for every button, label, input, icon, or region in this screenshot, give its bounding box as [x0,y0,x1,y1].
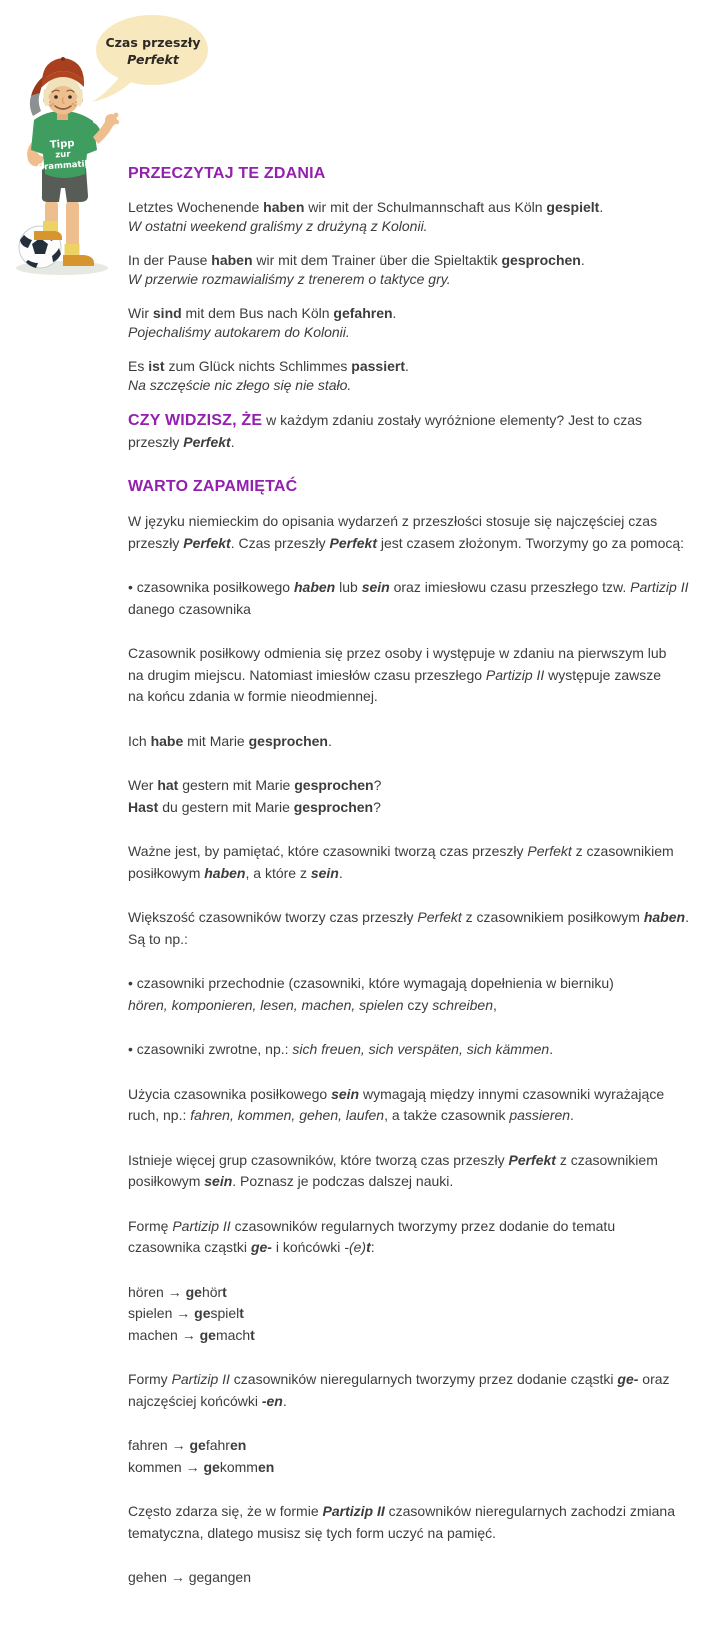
text-line [128,251,706,270]
text-run: Perfekt [508,1151,556,1168]
bubble-subtitle: Perfekt [127,52,179,67]
paragraph [128,198,706,236]
text-run: gehen → gegangen [128,1569,251,1585]
text-run: mach [215,1326,251,1343]
text-run: wir mit dem Trainer über die Spieltaktik [252,252,502,268]
text-run: en [257,1458,275,1475]
text-line [128,1457,706,1479]
text-run: kommen → [128,1458,204,1475]
text-run: gespielt [546,199,600,215]
text-run: gesprochen [294,777,374,793]
text-run: t [239,1305,244,1321]
text-run: du gestern mit Marie [158,798,294,815]
text-run: Partizip II [172,1217,231,1234]
text-run: w każdym zdaniu zostały wyróżnione elementy? Jest to czas [262,412,642,428]
bubble-title: Czas przeszły [105,35,201,50]
text-line [128,304,706,323]
right-shoe [63,255,94,266]
paragraph [128,1084,706,1127]
text-run: • czasowniki przechodnie (czasowniki, które wymagają dopełnienia w bierniku) [128,975,614,991]
left-shoe [34,231,62,240]
text-run: In der Pause [128,252,212,268]
section-heading [128,476,706,498]
paragraph [128,304,706,342]
text-run: . [282,1392,287,1409]
text-run: zum Glück nichts Schlimmes [164,358,352,374]
text-run: Letztes Wochenende [128,199,264,215]
text-run: Na szczęście nic złego się nie stało. [128,377,352,393]
text-run: passiert [351,358,405,374]
text-run: habe [150,732,184,749]
text-run: ge [194,1305,211,1321]
text-run: mit dem Bus nach Köln [181,305,334,321]
text-run: haben [204,864,246,881]
text-line [128,1171,706,1193]
text-run: z czasownikiem posiłkowym [461,909,644,925]
text-line [128,1391,706,1413]
text-run: przeszły [128,433,184,450]
text-run: Formę [128,1217,173,1234]
text-run: haben [643,909,686,925]
text-line [128,599,706,621]
text-run: czasownika cząstki [128,1239,251,1255]
text-run: Partizip II [630,579,689,595]
paragraph [128,731,706,753]
text-run: Perfekt [417,909,462,925]
text-run: ? [373,777,382,793]
text-run: . [599,199,604,215]
text-run: sich freuen, sich verspäten, sich kämmen [292,1041,550,1057]
shirt-text-line3: Grammatik [36,159,91,173]
text-run: machen → [128,1326,200,1343]
text-line [128,1369,706,1391]
text-run: sein [204,1173,233,1189]
paragraph [128,1435,706,1478]
paragraph [128,643,706,708]
text-line [128,995,706,1017]
text-run: . [570,1107,574,1123]
text-run: oraz imiesłowu czasu przeszłego tzw. [389,579,631,595]
text-line [128,1084,706,1106]
text-run: Większość czasowników tworzy czas przeszły [128,909,418,925]
paragraph [128,841,706,884]
text-run: czasowników regularnych tworzymy przez dodanie do tematu [230,1217,616,1234]
text-run: hör [201,1283,223,1300]
text-run: Użycia czasownika posiłkowego [128,1085,332,1102]
text-run: i końcówki [271,1239,345,1255]
text-run: haben [211,252,253,268]
text-run: ge [189,1437,206,1453]
mascot-illustration [6,10,210,282]
text-run: sein [310,864,339,881]
shirt-text-line2: zur [54,149,71,161]
text-run: oraz [638,1371,670,1387]
text-run: passieren [509,1107,571,1123]
text-run: , [493,996,497,1013]
text-run: przeszły [128,534,184,551]
text-line [128,731,706,753]
text-run: Czasownik posiłkowy odmienia się przez osoby i występuje w zdaniu na pierwszym lub [128,645,667,661]
text-run: t [366,1239,371,1255]
text-run: lub [335,579,362,595]
text-run: fahren, kommen, gehen, laufen [190,1107,385,1123]
text-line [128,1501,706,1523]
text-run: . [230,433,235,450]
text-line [128,797,706,819]
content-blocks [128,163,706,1589]
text-run: posiłkowym [128,1173,205,1189]
text-run: PRZECZYTAJ TE ZDANIA [128,165,326,182]
text-line [128,323,706,342]
text-run: gefahren [333,305,393,321]
text-run: spielen → [128,1305,195,1321]
text-run: . [405,358,409,374]
text-run: , a także czasownik [384,1107,510,1123]
paragraph [128,577,706,620]
text-run: Perfekt [527,843,572,859]
text-line [128,163,706,185]
left-eye [54,95,58,99]
text-run: • czasowniki zwrotne, np.: [128,1041,293,1057]
text-line [128,907,706,929]
text-run: . [327,732,332,749]
text-run: tematyczna, dlatego musisz się tych form uczyć na pamięć. [128,1524,497,1541]
paragraph [128,357,706,395]
text-line [128,1303,706,1325]
text-run: ge [185,1283,202,1300]
text-line [128,270,706,289]
text-run: : [370,1239,375,1255]
shirt-text-line1: Tipp [49,138,75,151]
text-line [128,1216,706,1238]
text-run: sein [331,1085,360,1102]
text-run: t [250,1326,255,1343]
text-run: Wir [128,305,153,321]
text-run: Wer [128,777,158,793]
text-run: z czasownikiem [555,1151,658,1168]
text-run: . [549,1041,554,1057]
text-line [128,432,706,454]
text-line [128,198,706,217]
text-run: . [580,252,585,268]
text-run: hat [157,777,179,793]
text-line [128,665,706,687]
right-hand-finger [114,113,119,118]
text-run: Perfekt [183,534,231,551]
text-run: wir mit der Schulmannschaft aus Köln [304,199,547,215]
text-line [128,1435,706,1457]
paragraph [128,410,706,453]
text-run: Partizip II [485,666,545,683]
text-run: fahren → [128,1437,190,1453]
text-run: haben [293,579,336,595]
text-run: czasowników nieregularnych zachodzi zmiana [384,1503,676,1519]
text-line [128,577,706,599]
text-run: Formy [128,1371,172,1387]
text-run: ist [148,358,165,374]
paragraph [128,907,706,950]
text-run: posiłkowym [128,864,205,881]
text-line [128,1282,706,1304]
right-hand-finger [115,120,119,124]
text-run: . Czas przeszły [230,534,330,551]
text-run: na końcu zdania w formie nieodmiennej. [128,688,378,704]
text-run: , a które z [245,864,311,881]
text-run: Perfekt [183,433,231,450]
text-run: Partizip II [171,1371,230,1387]
text-run: jest czasem złożonym. Tworzymy go za pomocą: [376,534,685,551]
text-line [128,1567,706,1589]
paragraph [128,973,706,1016]
text-line [128,1039,706,1061]
right-leg [66,200,79,248]
text-run: en [229,1437,247,1453]
text-line [128,511,706,533]
text-run: spiel [210,1305,240,1321]
text-run: . [392,305,397,321]
paragraph [128,1501,706,1544]
text-run: . [338,864,343,881]
text-run: na drugim miejscu. Natomiast imiesłów czasu przeszłego [128,666,486,683]
text-line [128,217,706,236]
mascot-boy [27,57,119,266]
text-run: najczęściej końcówki [128,1392,262,1409]
text-run: gestern mit Marie [178,777,295,793]
paragraph [128,1216,706,1259]
section-heading [128,163,706,185]
text-run: z czasownikiem [571,843,674,859]
text-run: ge [203,1458,220,1475]
text-run: WARTO ZAPAMIĘTAĆ [128,478,298,495]
text-run: Pojechaliśmy autokarem do Kolonii. [128,324,350,340]
text-line [128,376,706,395]
text-run: sein [361,579,390,595]
speech-bubble [92,15,208,102]
paragraph [128,775,706,818]
text-run: fahr [205,1437,230,1453]
cap-button [61,57,65,61]
text-run: komm [219,1458,258,1475]
text-run: CZY WIDZISZ, ŻE [128,412,263,429]
text-run: wymagają między innymi czasowniki wyrażające [359,1085,665,1102]
text-run: Perfekt [329,534,377,551]
text-run: Często zdarza się, że w formie [128,1503,323,1519]
text-run: • czasownika posiłkowego [128,579,294,595]
text-run: Es [128,358,149,374]
text-run: haben [263,199,305,215]
text-run: Hast [128,798,159,815]
text-line [128,863,706,885]
text-run: -(e) [344,1239,367,1255]
text-run: W przerwie rozmawialiśmy z trenerem o taktyce gry. [128,271,451,287]
text-line [128,841,706,863]
paragraph [128,1567,706,1589]
paragraph [128,1039,706,1061]
text-run: W ostatni weekend graliśmy z drużyną z Kolonii. [128,218,428,234]
paragraph [128,511,706,554]
text-run: Ich [128,732,151,749]
paragraph [128,1369,706,1412]
text-run: . Poznasz je podczas dalszej nauki. [232,1173,454,1189]
text-run: czasowników nieregularnych tworzymy przez dodanie cząstki [229,1371,618,1387]
text-run: . [685,909,689,925]
text-run: danego czasownika [128,600,251,617]
text-run: gesprochen [501,252,581,268]
speech-bubble-shape [96,15,208,85]
paragraph [128,1150,706,1193]
text-run: czy [403,996,433,1013]
text-run: gesprochen [248,732,328,749]
text-run: sind [152,305,182,321]
text-line [128,775,706,797]
text-line [128,973,706,995]
text-run: ? [373,798,381,815]
text-run: Są to np.: [128,930,188,947]
text-run: W języku niemieckim do opisania wydarzeń z przeszłości stosuje się najczęściej czas [128,513,658,529]
paragraph [128,1282,706,1347]
text-line [128,533,706,555]
text-line [128,410,706,432]
text-run: t [222,1283,227,1300]
text-line [128,643,706,665]
text-run: Partizip II [322,1503,385,1519]
text-line [128,1150,706,1172]
text-line [128,357,706,376]
text-run: -en [261,1392,283,1409]
text-run: Istnieje więcej grup czasowników, które tworzą czas przeszły [128,1151,509,1168]
text-line [128,1237,706,1259]
right-eye [68,95,72,99]
text-line [128,1523,706,1545]
text-run: hören → [128,1283,186,1300]
text-run: ruch, np.: [128,1107,191,1123]
text-line [128,686,706,708]
text-line [128,1325,706,1347]
cap-underbrim [30,93,41,116]
text-run: ge [199,1326,216,1343]
speech-bubble-tail [92,74,133,102]
text-line [128,1105,706,1127]
text-run: ge- [250,1239,272,1255]
paragraph [128,251,706,289]
text-run: występuje zawsze [544,666,661,683]
text-run: ge- [617,1371,639,1387]
text-run: mit Marie [183,732,249,749]
text-line [128,476,706,498]
text-run: hören, komponieren, lesen, machen, spielen [128,996,404,1013]
text-run: Ważne jest, by pamiętać, które czasowniki tworzą czas przeszły [128,843,528,859]
text-run: gesprochen [293,798,374,815]
text-run: schreiben [432,996,493,1013]
text-line [128,929,706,951]
